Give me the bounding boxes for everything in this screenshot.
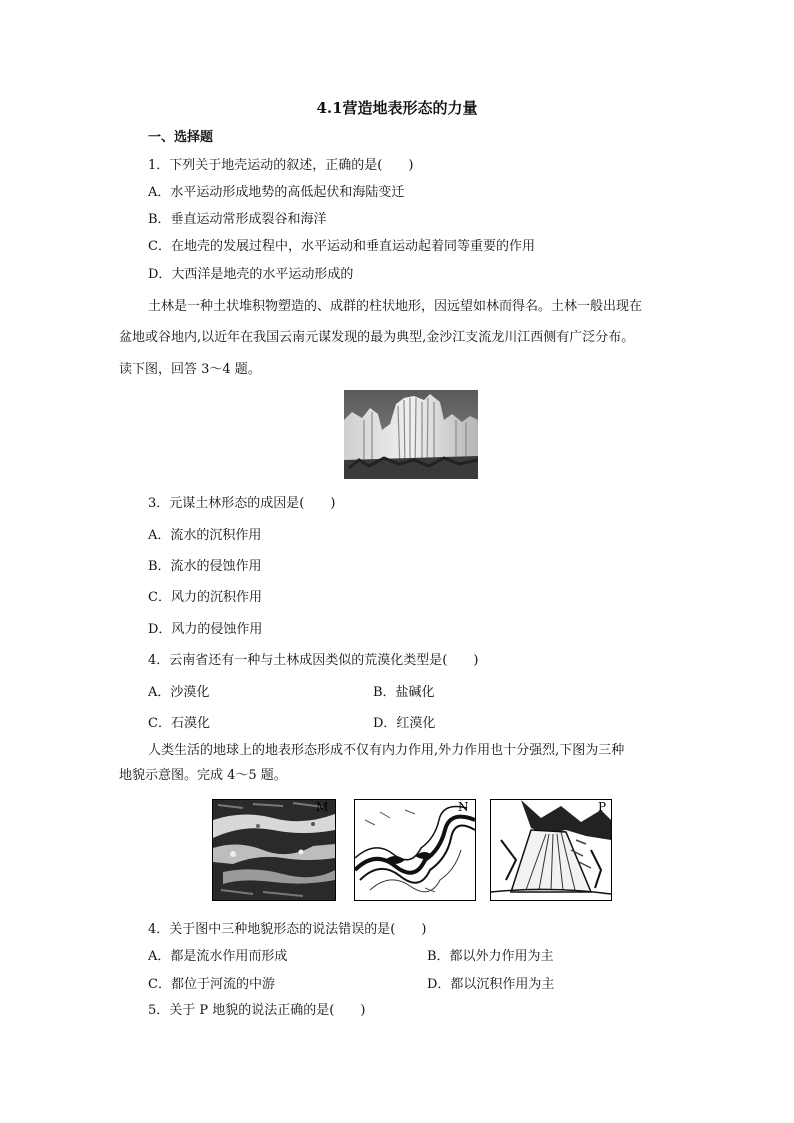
q4b-option-d: D．都以沉积作用为主 bbox=[427, 977, 555, 992]
passage1-line1: 土林是一种土状堆积物塑造的、成群的柱状地形，因远望如林而得名。土林一般出现在 bbox=[148, 299, 643, 314]
q5-stem: 5．关于 P 地貌的说法正确的是( ) bbox=[148, 1003, 366, 1018]
passage1-line2: 盆地或谷地内,以近年在我国云南元谋发现的最为典型,金沙江支流龙川江西侧有广泛分布。 bbox=[119, 330, 635, 345]
q1-option-d: D．大西洋是地壳的水平运动形成的 bbox=[148, 267, 354, 282]
q4b-option-a: A．都是流水作用而形成 bbox=[148, 949, 288, 964]
q4a-option-c: C．石漠化 bbox=[148, 716, 210, 731]
page-title: 4.1营造地表形态的力量 bbox=[316, 99, 478, 117]
figure-label-m: M bbox=[316, 800, 329, 814]
q1-stem: 1．下列关于地壳运动的叙述，正确的是( ) bbox=[148, 158, 414, 173]
q1-option-c: C．在地壳的发展过程中，水平运动和垂直运动起着同等重要的作用 bbox=[148, 239, 535, 254]
figure-label-n: N bbox=[458, 800, 469, 814]
q4a-option-a: A．沙漠化 bbox=[148, 685, 210, 700]
q1-option-b: B．垂直运动常形成裂谷和海洋 bbox=[148, 212, 327, 227]
q4a-option-b: B．盐碱化 bbox=[373, 685, 435, 700]
passage1-line3: 读下图，回答 3～4 题。 bbox=[119, 362, 261, 377]
section-heading: 一、选择题 bbox=[148, 130, 214, 145]
q4b-option-b: B．都以外力作用为主 bbox=[427, 949, 554, 964]
earth-forest-photo bbox=[344, 390, 478, 479]
figure-label-p: P bbox=[598, 800, 607, 814]
q3-option-b: B．流水的侵蚀作用 bbox=[148, 559, 262, 574]
passage2-line1: 人类生活的地球上的地表形态形成不仅有内力作用,外力作用也十分强烈,下图为三种 bbox=[148, 743, 625, 758]
q4b-stem: 4．关于图中三种地貌形态的说法错误的是( ) bbox=[148, 922, 427, 937]
q3-option-c: C．风力的沉积作用 bbox=[148, 590, 262, 605]
landform-figure-m bbox=[212, 799, 336, 901]
q3-stem: 3．元谋土林形态的成因是( ) bbox=[148, 496, 336, 511]
q3-option-d: D．风力的侵蚀作用 bbox=[148, 622, 263, 637]
q4a-stem: 4．云南省还有一种与土林成因类似的荒漠化类型是( ) bbox=[148, 653, 479, 668]
q4a-option-d: D．红漠化 bbox=[373, 716, 436, 731]
landform-figure-n bbox=[354, 799, 476, 901]
q3-option-a: A．流水的沉积作用 bbox=[148, 528, 262, 543]
q1-option-a: A．水平运动形成地势的高低起伏和海陆变迁 bbox=[148, 185, 405, 200]
landform-figure-p bbox=[490, 799, 612, 901]
passage2-line2: 地貌示意图。完成 4～5 题。 bbox=[119, 768, 287, 783]
q4b-option-c: C．都位于河流的中游 bbox=[148, 977, 275, 992]
